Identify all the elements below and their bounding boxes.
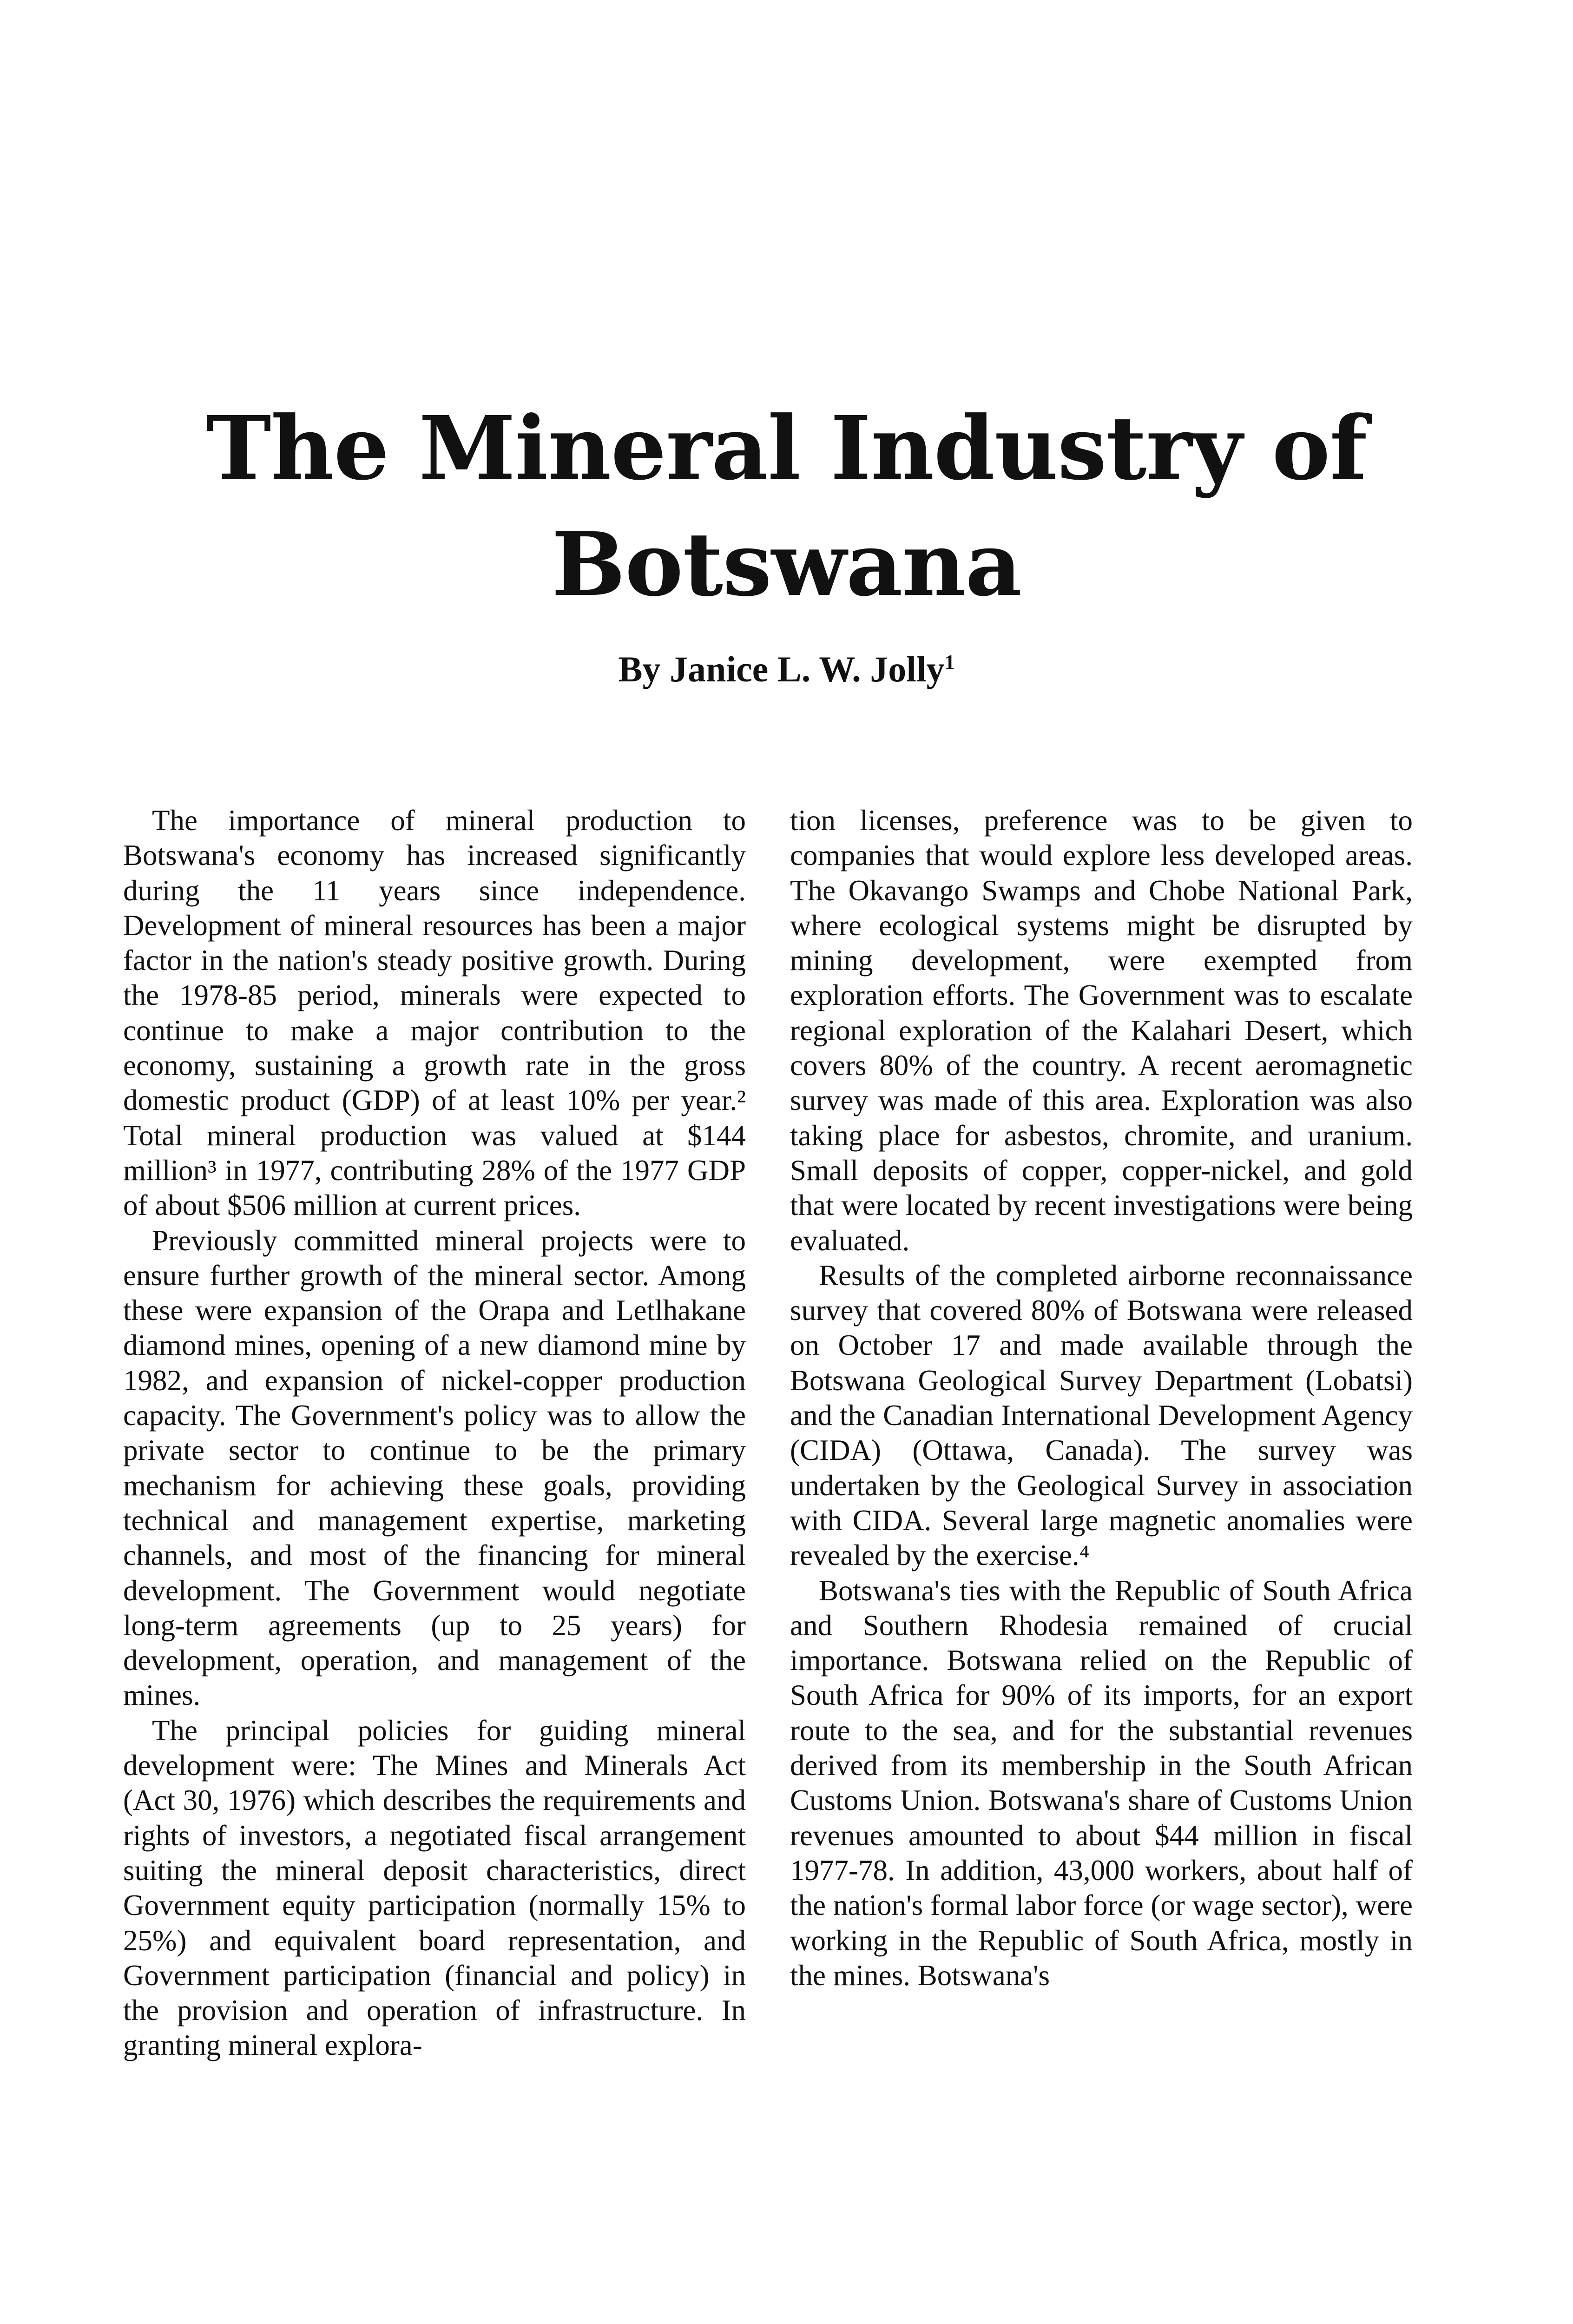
paragraph-regional-ties: Botswana's ties with the Republic of South Africa and Southern Rhodesia remained of crucial importance. Botswana relied on the Republic of South Africa for 90% of its imports, for an export route to the sea, and for the substantial revenues derived from its membership in the South African Customs Union. Botswana's share of Customs Union revenues amounted to about $44 million in fiscal 1977-78. In addition, 43,000 workers, about half of the nation's formal labor force (or wage sector), were working in the Republic of South Africa, mostly in the mines. Botswana's [790,1574,1413,1992]
byline [0,646,1573,693]
article-title [0,390,1573,623]
left-column [123,803,746,2063]
right-column [790,803,1413,1993]
paragraph-mineral-production: The importance of mineral production to Botswana's economy has increased significantly during the 11 years since independence. Development of mineral resources has been a major factor in the nation's steady positive growth. During the 1978-85 period, minerals were expected to continue to make a major contribution to the economy, sustaining a growth rate in the gross domestic product (GDP) of at least 10% per year.² Total mineral production was valued at $144 million³ in 1977, contributing 28% of the 1977 GDP of about $506 million at current prices. [123,804,746,1222]
paragraph-airborne-survey: Results of the completed airborne reconnaissance survey that covered 80% of Botswana were released on October 17 and made available through the Botswana Geological Survey Department (Lobatsi) and the Canadian International Development Agency (CIDA) (Ottawa, Canada). The survey was undertaken by the Geological Survey in association with CIDA. Several large magnetic anomalies were revealed by the exercise.⁴ [790,1259,1413,1572]
paragraph-exploration-licenses: tion licenses, preference was to be given to companies that would explore less developed areas. The Okavango Swamps and Chobe National Park, where ecological systems might be disrupted by mining development, were exempted from exploration efforts. The Government was to escalate regional exploration of the Kalahari Desert, which covers 80% of the country. A recent aeromagnetic survey was made of this area. Exploration was also taking place for asbestos, chromite, and uranium. Small deposits of copper, copper-nickel, and gold that were located by recent investigations were being evaluated. [790,804,1413,1257]
title-line-1: The Mineral Industry of [206,397,1367,500]
paragraph-committed-projects: Previously committed mineral projects were to ensure further growth of the mineral sector. Among these were expansion of the Orapa and Letlhakane diamond mines, opening of a new diamond mine by 1982, and expansion of nickel-copper production capacity. The Government's policy was to allow the private sector to continue to be the primary mechanism for achieving these goals, providing technical and management expertise, marketing channels, and most of the financing for mineral development. The Government would negotiate long-term agreements (up to 25 years) for development, operation, and management of the mines. [123,1224,746,1712]
paragraph-principal-policies: The principal policies for guiding mineral development were: The Mines and Minerals Act (Act 30, 1976) which describes the requirements and rights of investors, a negotiated fiscal arrangement suiting the mineral deposit characteristics, direct Government equity participation (normally 15% to 25%) and equivalent board representation, and Government participation (financial and policy) in the provision and operation of infrastructure. In granting mineral explora- [123,1714,746,2062]
title-line-2: Botswana [551,513,1022,616]
author-footnote-marker: 1 [944,651,955,673]
author-name: By Janice L. W. Jolly [618,649,945,689]
